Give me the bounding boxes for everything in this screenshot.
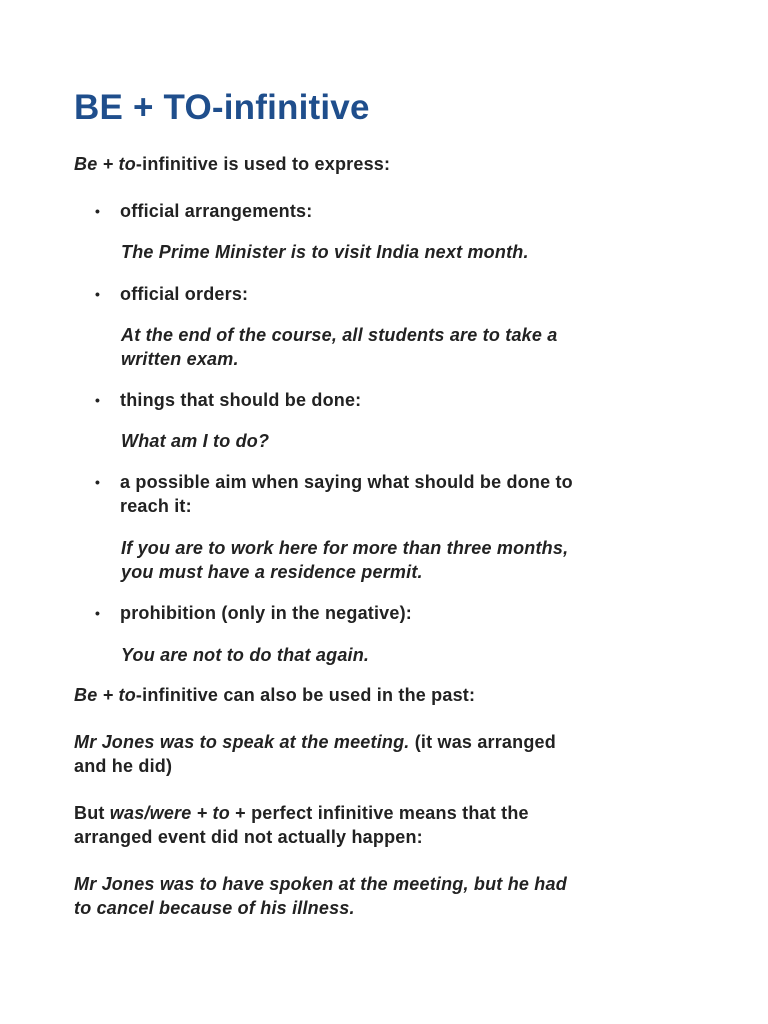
example-possible-aim-line-1: If you are to work here for more than three months,	[121, 538, 569, 558]
use-label-official-arrangements: official arrangements:	[120, 201, 313, 221]
use-label-prohibition: prohibition (only in the negative):	[120, 603, 412, 623]
past-example-emphasis: Mr Jones was to speak at the meeting.	[74, 732, 410, 752]
past-usage-line	[74, 683, 475, 707]
example-official-orders-line-1: At the end of the course, all students are to take a	[121, 325, 558, 345]
bullet-icon: •	[95, 474, 100, 490]
but-note-line-2: arranged event did not actually happen:	[74, 827, 423, 847]
past-example-line-1	[74, 730, 556, 754]
bullet-icon: •	[95, 605, 100, 621]
use-label-things-to-be-done: things that should be done:	[120, 390, 362, 410]
intro-line	[74, 152, 390, 176]
intro-emphasis: Be + to	[74, 154, 136, 174]
use-label-official-orders: official orders:	[120, 284, 249, 304]
example-official-orders-line-2: written exam.	[121, 349, 239, 369]
use-label-possible-aim-line-1: a possible aim when saying what should be done to	[120, 472, 573, 492]
bullet-icon: •	[95, 392, 100, 408]
example-things-to-be-done: What am I to do?	[121, 431, 270, 451]
use-label-possible-aim-line-2: reach it:	[120, 496, 192, 516]
past-usage-text: -infinitive can also be used in the past:	[135, 685, 476, 705]
but-note-text: + perfect infinitive means that the	[229, 803, 529, 823]
final-example-line-2: to cancel because of his illness.	[74, 898, 355, 918]
but-note-line-1	[74, 801, 529, 825]
example-official-arrangements: The Prime Minister is to visit India next month.	[121, 242, 529, 262]
intro-text: -infinitive is used to express:	[135, 154, 391, 174]
but-note-lead: But	[74, 803, 110, 823]
but-note-emphasis: was/were + to	[109, 803, 230, 823]
past-usage-emphasis: Be + to	[74, 685, 136, 705]
bullet-icon: •	[95, 286, 100, 302]
past-example-note: (it was arranged	[409, 732, 556, 752]
bullet-icon: •	[95, 203, 100, 219]
example-prohibition: You are not to do that again.	[121, 645, 370, 665]
example-possible-aim-line-2: you must have a residence permit.	[121, 562, 423, 582]
page-title: BE + TO-infinitive	[74, 88, 370, 127]
final-example-line-1: Mr Jones was to have spoken at the meeting, but he had	[74, 874, 567, 894]
past-example-line-2: and he did)	[74, 756, 173, 776]
